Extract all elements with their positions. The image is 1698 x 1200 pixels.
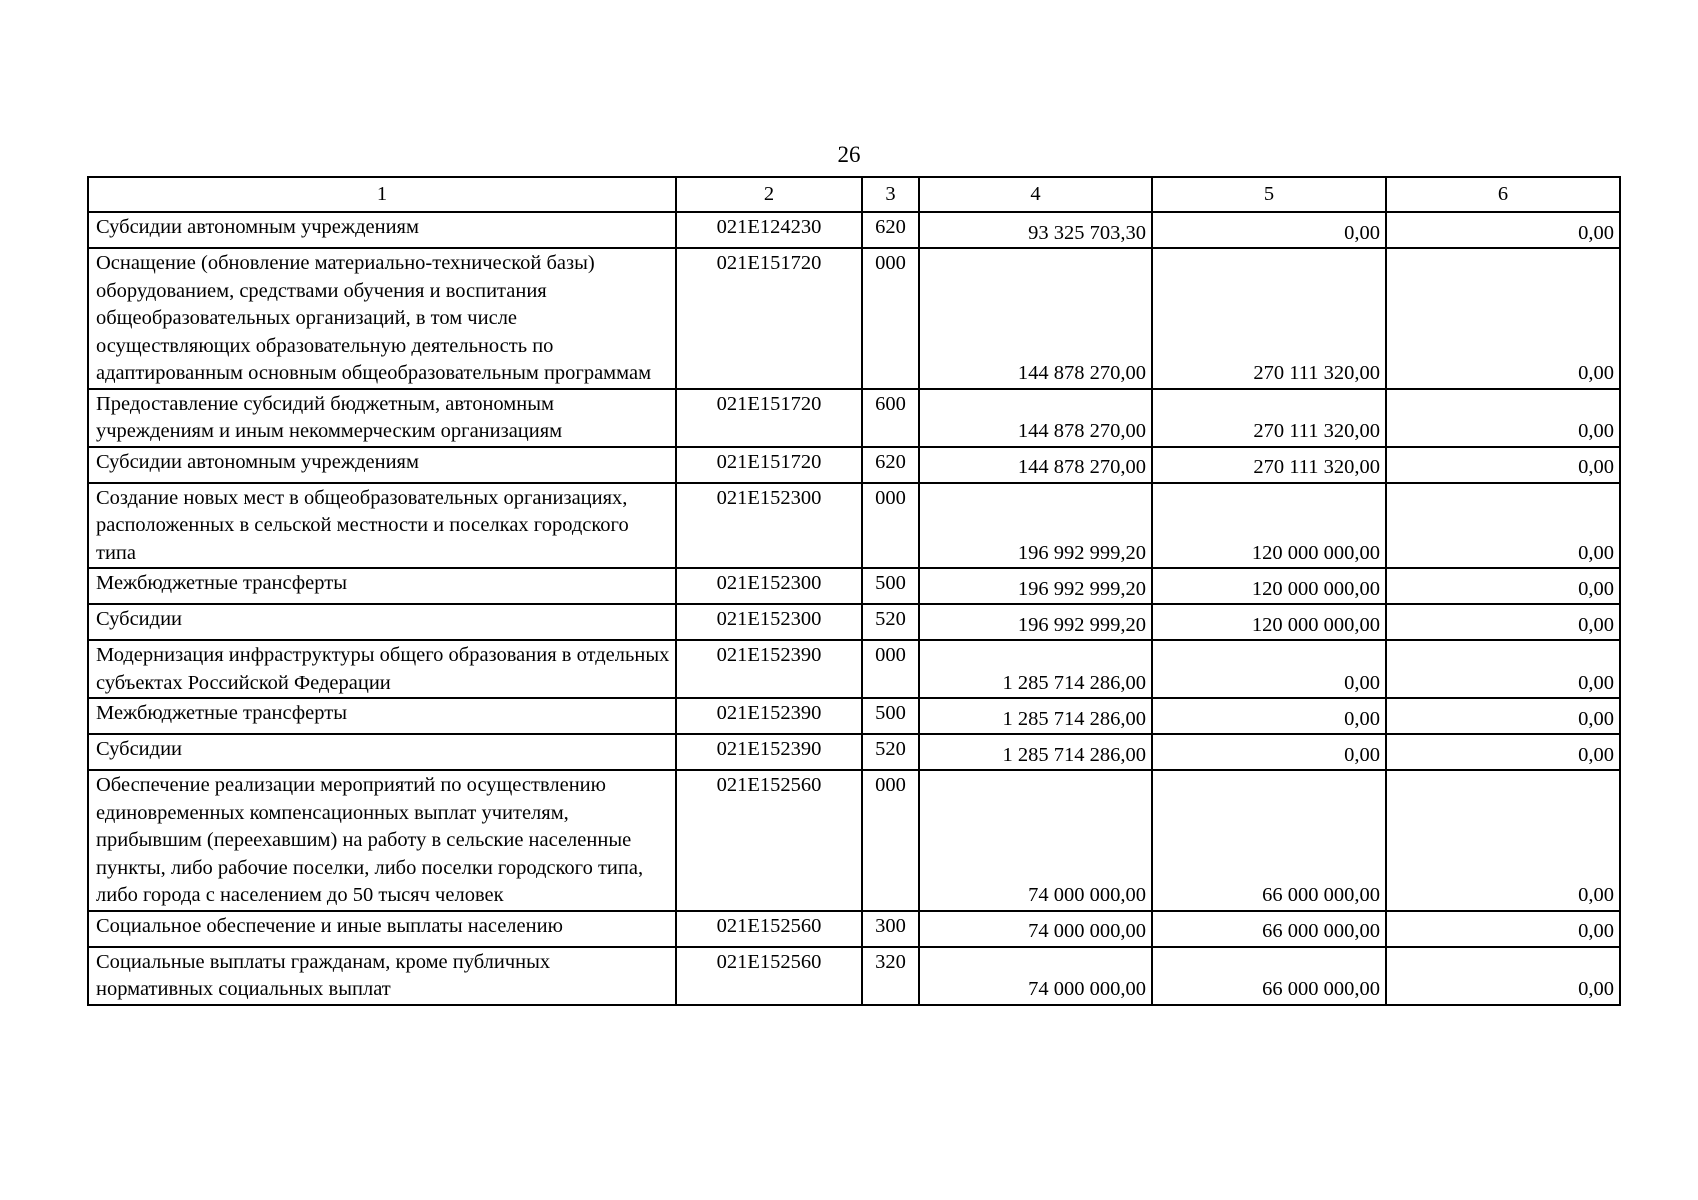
row-code: 021E124230 bbox=[676, 212, 862, 248]
row-expense-type: 000 bbox=[862, 640, 919, 698]
row-amount-col5: 270 111 320,00 bbox=[1152, 389, 1386, 447]
row-amount-col4: 144 878 270,00 bbox=[919, 248, 1152, 389]
row-name: Обеспечение реализации мероприятий по осуществлению единовременных компенсационных выплат учителям, прибывшим (переехавшим) на работу в сельские населенные пункты, либо рабочие поселки, либо поселки городского типа, либо города с населением до 50 тысяч человек bbox=[88, 770, 676, 911]
row-expense-type: 000 bbox=[862, 483, 919, 569]
table-row bbox=[88, 947, 1620, 1005]
row-amount-col4: 1 285 714 286,00 bbox=[919, 734, 1152, 770]
row-amount-col5: 0,00 bbox=[1152, 698, 1386, 734]
row-expense-type: 500 bbox=[862, 568, 919, 604]
table-row bbox=[88, 770, 1620, 911]
row-name: Субсидии bbox=[88, 734, 676, 770]
row-amount-col4: 196 992 999,20 bbox=[919, 568, 1152, 604]
table-row bbox=[88, 568, 1620, 604]
row-amount-col4: 74 000 000,00 bbox=[919, 770, 1152, 911]
row-expense-type: 300 bbox=[862, 911, 919, 947]
row-expense-type: 600 bbox=[862, 389, 919, 447]
row-amount-col6: 0,00 bbox=[1386, 770, 1620, 911]
table-row bbox=[88, 248, 1620, 389]
table-header-row bbox=[88, 177, 1620, 212]
row-name: Межбюджетные трансферты bbox=[88, 698, 676, 734]
row-expense-type: 620 bbox=[862, 212, 919, 248]
row-code: 021E152300 bbox=[676, 568, 862, 604]
row-amount-col4: 144 878 270,00 bbox=[919, 447, 1152, 483]
row-amount-col6: 0,00 bbox=[1386, 911, 1620, 947]
row-amount-col5: 66 000 000,00 bbox=[1152, 770, 1386, 911]
row-expense-type: 520 bbox=[862, 604, 919, 640]
row-amount-col6: 0,00 bbox=[1386, 483, 1620, 569]
column-header: 6 bbox=[1386, 177, 1620, 212]
row-amount-col6: 0,00 bbox=[1386, 389, 1620, 447]
page-number: 26 bbox=[837, 142, 861, 167]
row-expense-type: 320 bbox=[862, 947, 919, 1005]
row-amount-col5: 120 000 000,00 bbox=[1152, 568, 1386, 604]
row-expense-type: 520 bbox=[862, 734, 919, 770]
row-expense-type: 500 bbox=[862, 698, 919, 734]
row-code: 021E151720 bbox=[676, 447, 862, 483]
row-name: Субсидии bbox=[88, 604, 676, 640]
row-name: Социальное обеспечение и иные выплаты населению bbox=[88, 911, 676, 947]
row-amount-col6: 0,00 bbox=[1386, 947, 1620, 1005]
row-code: 021E152390 bbox=[676, 698, 862, 734]
row-name: Субсидии автономным учреждениям bbox=[88, 212, 676, 248]
row-amount-col5: 270 111 320,00 bbox=[1152, 447, 1386, 483]
row-amount-col4: 74 000 000,00 bbox=[919, 911, 1152, 947]
row-name: Оснащение (обновление материально-технической базы) оборудованием, средствами обучения и воспитания общеобразовательных организаций, в том числе осуществляющих образовательную деятельность по адаптированным основным общеобразовательным программам bbox=[88, 248, 676, 389]
table-row bbox=[88, 447, 1620, 483]
row-amount-col6: 0,00 bbox=[1386, 604, 1620, 640]
row-amount-col4: 93 325 703,30 bbox=[919, 212, 1152, 248]
row-amount-col5: 0,00 bbox=[1152, 640, 1386, 698]
table-row bbox=[88, 734, 1620, 770]
table-row bbox=[88, 389, 1620, 447]
row-amount-col6: 0,00 bbox=[1386, 568, 1620, 604]
row-amount-col5: 120 000 000,00 bbox=[1152, 604, 1386, 640]
row-code: 021E151720 bbox=[676, 248, 862, 389]
row-name: Создание новых мест в общеобразовательных организациях, расположенных в сельской местности и поселках городского типа bbox=[88, 483, 676, 569]
row-name: Предоставление субсидий бюджетным, автономным учреждениям и иным некоммерческим организациям bbox=[88, 389, 676, 447]
row-amount-col6: 0,00 bbox=[1386, 698, 1620, 734]
row-name: Социальные выплаты гражданам, кроме публичных нормативных социальных выплат bbox=[88, 947, 676, 1005]
column-header: 3 bbox=[862, 177, 919, 212]
row-amount-col6: 0,00 bbox=[1386, 734, 1620, 770]
row-code: 021E152300 bbox=[676, 483, 862, 569]
row-code: 021E152560 bbox=[676, 770, 862, 911]
row-amount-col4: 1 285 714 286,00 bbox=[919, 640, 1152, 698]
row-expense-type: 000 bbox=[862, 770, 919, 911]
row-expense-type: 620 bbox=[862, 447, 919, 483]
row-name: Межбюджетные трансферты bbox=[88, 568, 676, 604]
row-amount-col6: 0,00 bbox=[1386, 248, 1620, 389]
row-amount-col5: 66 000 000,00 bbox=[1152, 947, 1386, 1005]
row-code: 021E152560 bbox=[676, 947, 862, 1005]
column-header: 4 bbox=[919, 177, 1152, 212]
row-amount-col6: 0,00 bbox=[1386, 212, 1620, 248]
table-row bbox=[88, 483, 1620, 569]
table-row bbox=[88, 212, 1620, 248]
row-amount-col4: 1 285 714 286,00 bbox=[919, 698, 1152, 734]
row-amount-col6: 0,00 bbox=[1386, 640, 1620, 698]
budget-table bbox=[87, 176, 1621, 1006]
row-amount-col4: 196 992 999,20 bbox=[919, 483, 1152, 569]
column-header: 2 bbox=[676, 177, 862, 212]
row-amount-col5: 0,00 bbox=[1152, 734, 1386, 770]
table-row bbox=[88, 911, 1620, 947]
table-row bbox=[88, 640, 1620, 698]
row-amount-col6: 0,00 bbox=[1386, 447, 1620, 483]
table-row bbox=[88, 698, 1620, 734]
row-code: 021E152390 bbox=[676, 734, 862, 770]
row-amount-col5: 120 000 000,00 bbox=[1152, 483, 1386, 569]
row-code: 021E152560 bbox=[676, 911, 862, 947]
row-name: Субсидии автономным учреждениям bbox=[88, 447, 676, 483]
row-name: Модернизация инфраструктуры общего образования в отдельных субъектах Российской Федерации bbox=[88, 640, 676, 698]
column-header: 5 bbox=[1152, 177, 1386, 212]
row-amount-col5: 0,00 bbox=[1152, 212, 1386, 248]
row-amount-col4: 74 000 000,00 bbox=[919, 947, 1152, 1005]
row-amount-col5: 270 111 320,00 bbox=[1152, 248, 1386, 389]
row-code: 021E152300 bbox=[676, 604, 862, 640]
column-header: 1 bbox=[88, 177, 676, 212]
row-code: 021E152390 bbox=[676, 640, 862, 698]
row-amount-col5: 66 000 000,00 bbox=[1152, 911, 1386, 947]
row-amount-col4: 196 992 999,20 bbox=[919, 604, 1152, 640]
row-expense-type: 000 bbox=[862, 248, 919, 389]
table-row bbox=[88, 604, 1620, 640]
row-code: 021E151720 bbox=[676, 389, 862, 447]
row-amount-col4: 144 878 270,00 bbox=[919, 389, 1152, 447]
